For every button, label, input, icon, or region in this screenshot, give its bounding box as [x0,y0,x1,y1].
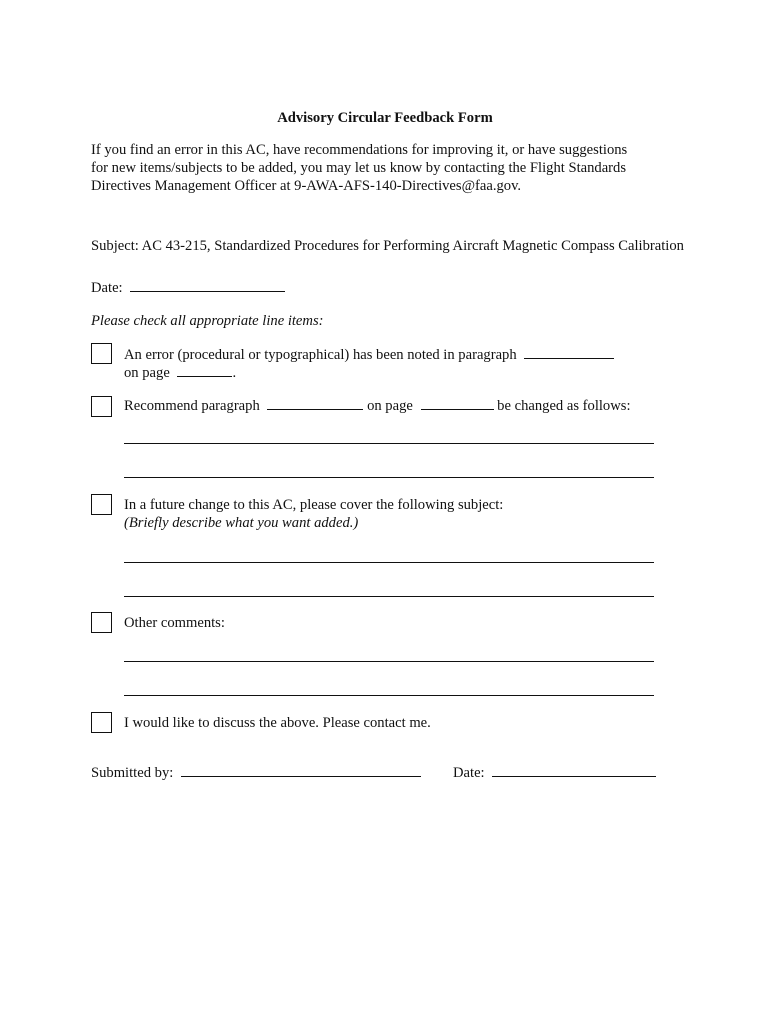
future-change-answer-line[interactable] [124,562,654,563]
date-field[interactable] [130,278,285,292]
recommend-paragraph-field[interactable] [267,396,363,410]
intro-line: for new items/subjects to be added, you may let us know by contacting the Flight Standards [91,160,627,176]
error-page-period: . [232,365,237,381]
bottom-date-field[interactable] [492,763,656,777]
discuss-checkbox[interactable] [91,712,112,733]
recommend-answer-line[interactable] [124,477,654,478]
error-item-text: An error (procedural or typographical) has been noted in paragraph [124,347,517,363]
date-row [91,278,285,297]
error-item-line2 [124,363,236,382]
intro-line: If you find an error in this AC, have recommendations for improving it, or have suggestions [91,142,628,158]
recommend-page-label: on page [367,398,413,414]
instruction-text: Please check all appropriate line items: [91,313,324,329]
other-comments-checkbox[interactable] [91,612,112,633]
subject-line: Subject: AC 43-215, Standardized Procedures for Performing Aircraft Magnetic Compass Calibration [91,238,684,254]
error-page-label: on page [124,365,170,381]
recommend-prefix: Recommend paragraph [124,398,260,414]
future-change-answer-line[interactable] [124,596,654,597]
form-title: Advisory Circular Feedback Form [277,110,493,126]
future-change-checkbox[interactable] [91,494,112,515]
other-comments-answer-line[interactable] [124,661,654,662]
bottom-date-row [453,763,656,782]
date-label: Date: [91,280,123,296]
recommend-suffix: be changed as follows: [497,398,631,414]
error-paragraph-field[interactable] [524,345,614,359]
discuss-text: I would like to discuss the above. Please contact me. [124,715,431,731]
recommend-item-line [124,396,631,415]
other-comments-answer-line[interactable] [124,695,654,696]
recommend-checkbox[interactable] [91,396,112,417]
intro-paragraph [91,141,691,195]
submitted-by-label: Submitted by: [91,765,174,781]
bottom-date-label: Date: [453,765,485,781]
error-item-line1 [124,345,614,364]
error-page-field[interactable] [177,363,232,377]
submitted-by-row [91,763,421,782]
future-change-text: In a future change to this AC, please cover the following subject: [124,497,504,513]
recommend-page-field[interactable] [421,396,494,410]
recommend-answer-line[interactable] [124,443,654,444]
error-checkbox[interactable] [91,343,112,364]
submitted-by-field[interactable] [181,763,421,777]
future-change-hint: (Briefly describe what you want added.) [124,515,359,531]
intro-line: Directives Management Officer at 9-AWA-AFS-140-Directives@faa.gov. [91,178,522,194]
other-comments-text: Other comments: [124,615,225,631]
